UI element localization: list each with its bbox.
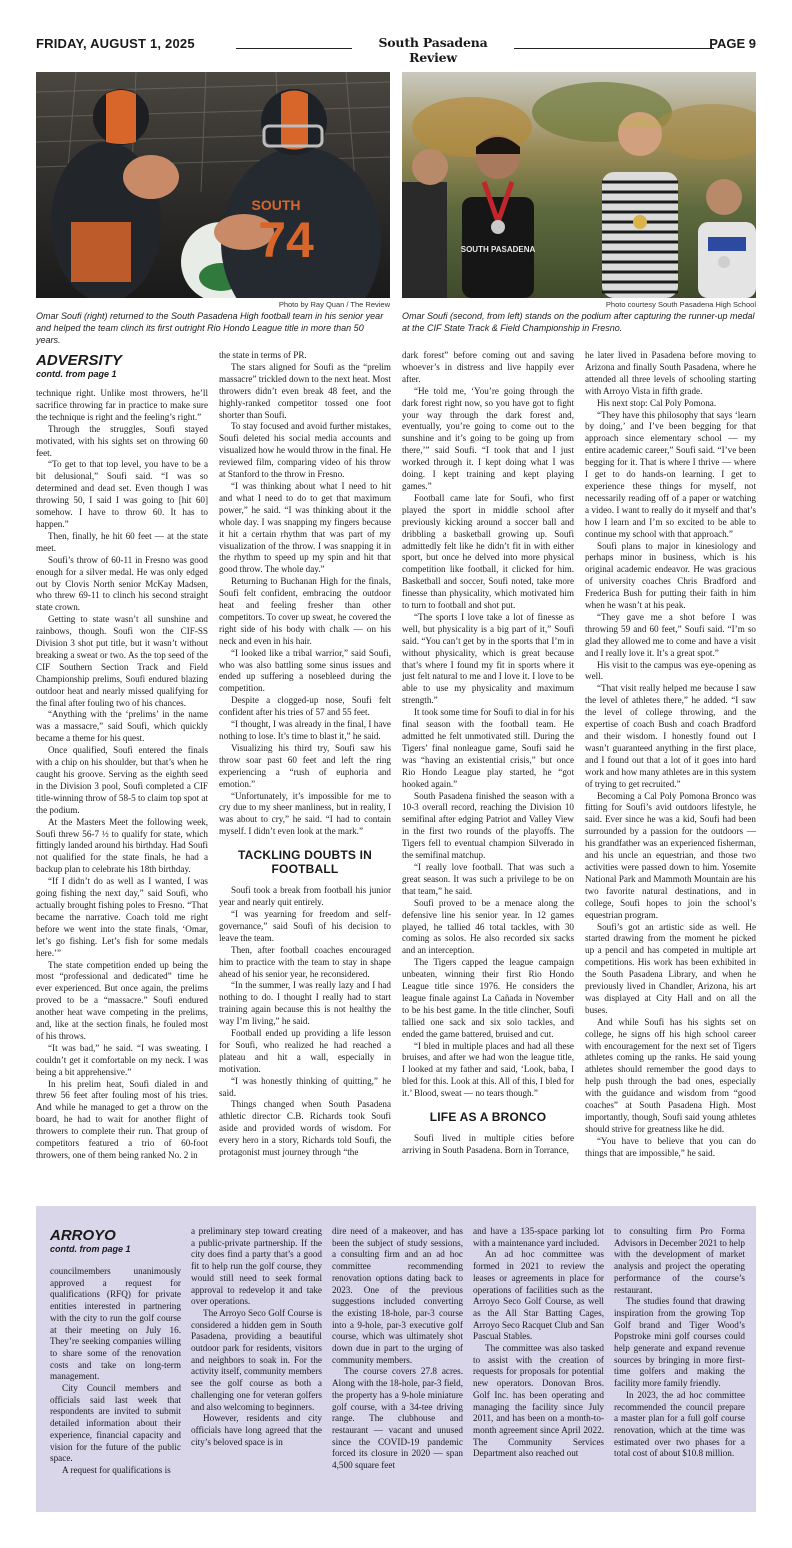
paragraph: “I was yearning for freedom and self-governance,” said Soufi of his decision to leave the team. [219,908,391,943]
arroyo-column-4 [473,1226,604,1506]
paragraph: Becoming a Cal Poly Pomona Bronco was fitting for Soufi’s avid outdoors lifestyle, he said. Ever since he was a kid, Soufi had been surrounded by a passion for the outdoors — his grandfather was an experienced fisherman, and his uncle an equestrian, and those two activities were passed down to him. Yosemite National Park and Mammoth Mountain are his two favorite natural destinations, and in college, Soufi hopes to join the school’s equestrian program. [585,790,756,920]
paragraph: South Pasadena finished the season with a 10-3 overall record, reaching the Division 10 semifinal after edging Patriot and Valley View in the first two rounds of the playoffs. The Tigers fell to eventual champion Silverado in the semifinal matchup. [402,790,574,861]
paragraph: The Tigers capped the league campaign unbeaten, winning their first Rio Hondo League title since 1976. He considers the league finale against La Cañada in November to be his best game. In the title clincher, Soufi tallied one sack and six solo tackles, and ended the game battered, bruised and cut. [402,957,574,1039]
paragraph: and have a 135-space parking lot with a maintenance yard included. [473,1226,604,1248]
paragraph: “That visit really helped me because I saw the level of athletes there,” he added. “I saw the level of college throwing, and the expertise of coach Bush and coach Bradford and their wisdom. I honestly found out I wasn’t guaranteed anything in the first place, and I found out that a lot of it goes into hard work and how many athletes are in this system of trying to get recruited.” [585,683,756,789]
adversity-column-1 [36,388,208,1194]
arroyo-contd: contd. from page 1 [50,1244,131,1254]
paragraph: Football ended up providing a life lesson for Soufi, who realized he had reached a plateau and hit a wall, especially in motivation. [219,1028,391,1074]
subhead-life-as-a-bronco: LIFE AS A BRONCO [429,1110,547,1125]
masthead: South Pasadena Review [378,35,488,65]
paragraph: dire need of a makeover, and has been the subject of study sessions, a consulting firm and an ad hoc committee recommending renovation options dating back to 2023. One of the previous suggestions included converting the existing 18-hole, par-3 course into a 9-hole, par-3 executive golf course, which was ultimately shot down due in part to the urging of community members. [332,1226,463,1365]
paragraph: Soufi’s throw of 60-11 in Fresno was good enough for a silver medal. He was only edged out by Clovis North senior McKay Madsen, who threw 69-11 to clinch his second straight state crown. [36,554,208,613]
paragraph: he later lived in Pasadena before moving to Arizona and finally South Pasadena, where he attended all three levels of schooling starting with Arroyo Vista in fifth grade. [585,350,756,396]
paragraph: The state competition ended up being the most “professional and dedicated” time he ever experienced. But once again, the prelims proved to be a “massacre.” Soufi endured another heat wave competing in the prelims, and, like at the section finals, he fouled most of his throws. [36,959,208,1041]
paragraph: Then, after football coaches encouraged him to practice with the team to stay in shape ahead of his senior year, he reconsidered. [219,944,391,979]
adversity-column-4 [585,350,756,1194]
adversity-column-3 [402,350,574,1194]
right-photo-credit: Photo courtesy South Pasadena High School [605,300,756,309]
paragraph: “I thought, I was already in the final, I have nothing to lose. It’s time to blast it,” he said. [219,719,391,741]
arroyo-column-1 [50,1266,181,1506]
paragraph: In his prelim heat, Soufi dialed in and threw 56 feet after fouling most of his tries. And while he managed to get a throw on the board, he had to wait for another flight of throwers to complete their run. That group of competitors featured a trio of 60-foot throwers, one of them being ranked No. 2 in [36,1078,208,1160]
paragraph: Soufi took a break from football his junior year and nearly quit entirely. [219,885,391,908]
subhead-tackling-doubts: TACKLING DOUBTS IN FOOTBALL [237,848,373,877]
paragraph: Soufi plans to major in kinesiology and perhaps minor in business, which is his original academic endeavor. He was gracious of university coaches Chris Bradford and Frederica Bush for putting their faith in him when he wasn’t at his peak. [585,540,756,611]
shirt-text: SOUTH PASADENA [460,245,536,254]
arroyo-title: ARROYO [50,1227,116,1244]
paragraph: In 2023, the ad hoc committee recommended the council prepare a master plan for a full golf course renovation, which at the time was estimated over two phases for a total cost of about $10.8 million. [614,1389,745,1459]
page-number: PAGE 9 [709,36,756,51]
paragraph: At the Masters Meet the following week, Soufi threw 56-7 ½ to qualify for state, which fittingly landed around his birthday. Had Soufi not qualified for the state finals, he had a backup plan to celebrate his 18th birthday. [36,816,208,875]
paragraph: Then, finally, he hit 60 feet — at the state meet. [36,530,208,553]
paragraph: “It was bad,” he said. “I was sweating. I couldn’t get it comfortable on my neck. I was being a bit apprehensive.” [36,1042,208,1077]
paragraph: technique right. Unlike most throwers, he’ll sacrifice throwing far in practice to make sure the technique is right and the feeling’s right.” [36,388,208,422]
arroyo-kicker [50,1227,131,1255]
paragraph: Soufi lived in multiple cities before arriving in South Pasadena. Born in Torrance, [402,1133,574,1155]
paragraph: The Arroyo Seco Golf Course is considered a hidden gem in South Pasadena, providing a beautiful outdoor park for residents, visitors and neighbors to soak in. For the activity itself, community members see the golf course as both a challenging one for veteran golfers and also welcoming to beginners. [191,1307,322,1412]
jersey-number: 74 [258,212,314,268]
left-photo-caption: Omar Soufi (right) returned to the South Pasadena High football team in his senior year and helped the team clinch its first outright Rio Hondo League title in more than 50 years. [36,311,384,345]
paragraph: the state in terms of PR. [219,350,307,360]
paragraph: A request for qualifications is [62,1464,171,1475]
paragraph: City Council members and officials said last week that respondents are invited to submit detailed information about their experience, financial capacity and vision for the future of the public space. [50,1383,181,1464]
paragraph: “I really love football. That was such a great season. It was such a privilege to be on that team,” he said. [402,861,574,896]
paragraph: The committee was also tasked to assist with the creation of requests for proposals for potential new operators. Donovan Bros. Golf Inc. has been operating and managing the facility since July 2011, and has been on a month-to-month agreement since April 2022. The Community Services Department also reached out [473,1343,604,1459]
paragraph: “I bled in multiple places and had all these bruises, and after we had won the league title, I looked at my father and said, ‘Look, baba, I bled for this. Look at this. All of this, I bled for it.’ Blood, sweat — no tears though.” [402,1040,574,1099]
paragraph: “Anything with the ‘prelims’ in the name was a massacre,” said Soufi, which quickly became a theme for his quest. [36,709,208,744]
adversity-kicker [36,352,122,380]
paragraph: “The sports I love take a lot of finesse as well, but physicality is a big part of it,” Soufi said. “You can’t get by in the sports that I’m in without physicality, which is great because that’s where I found my fit in sports where it just felt natural to me and I love it. I love to be able to use my physicality and maximum strength.” [402,611,574,706]
paragraph: Once qualified, Soufi entered the finals with a chip on his shoulder, but that’s when he caught his groove. Serving as the eighth seed in the Division 3 pool, Soufi completed a CIF title-winning throw of 58-5 to claim top spot at the podium. [36,745,208,815]
paragraph: “He told me, ‘You’re going through the dark forest right now, so you have got to fight your way through the dark forest and, eventually, you’re going to come out to the sunshine and it’s going to be going up from there,’” said Soufi. “I took that and I just worked through it. I kept doing what I was doing. I kept training and kept playing games.” [402,385,574,491]
paragraph: “Unfortunately, it’s impossible for me to cry due to my sheer manliness, but in reality, I was about to cry,” he said. “I had to contain myself. I didn’t even look at the mark.” [219,790,391,837]
paragraph: “You have to believe that you can do things that are impossible,” he said. [585,1135,756,1158]
paragraph: “They have this philosophy that says ‘learn by doing,’ and I’ve been begging for that approach since elementary school — my entire academic career,” Soufi said. “I’ve been begging for it. That is where I thrive — where I get to do hands-on learning. I get to experience these things for myself, not necessarily reading off of a paper or watching a video. I want to really do it myself and that’s how I learn and I’m so excited to be able to continue my school with that approach.” [585,409,756,539]
paragraph: Despite a clogged-up nose, Soufi felt confident after his tries of 57 and 55 feet. [219,695,391,718]
paragraph: His next stop: Cal Poly Pomona. [597,397,717,408]
paragraph: “To get to that top level, you have to be a bit delusional,” Soufi said. “I was so determined and dead set. Even though I was throwing 50, I said I was going to [hit 60] somehow. I have to throw 60. It has to happen.” [36,459,208,529]
paragraph: Soufi proved to be a menace along the defensive line his senior year. In 12 games played, he tallied 46 total tackles, with 30 coming as solos. He also recorded six sacks and an interception. [402,897,574,956]
paragraph: “In the summer, I was really lazy and I had nothing to do. I thought I really had to start training again because this is not healthy the way I’m living,” he said. [219,980,391,1027]
paragraph: “I was thinking about what I need to hit and what I need to do to get that maximum power,” he said. “I was thinking about it the whole day. I was snapping my fingers because it hit a certain rhythm that was part of my visualization of the throw. I was snapping it in the rhythm to speed up my spin and hit that good throw. The whole day.” [219,480,391,575]
arroyo-column-5 [614,1226,745,1506]
paragraph: Things changed when South Pasadena athletic director C.B. Richards took Soufi aside and provided words of wisdom. For every hero in a story, Richards told Soufi, the protagonist must journey through “the [219,1099,391,1158]
paragraph: to consulting firm Pro Forma Advisors in December 2021 to help with the development of market analysis and project the operating performance of the course’s restaurant. [614,1226,745,1295]
paragraph: “I looked like a tribal warrior,” said Soufi, who was also battling some sinus issues and ended up suffering a nosebleed during the competition. [219,647,391,694]
paragraph: Getting to state wasn’t all sunshine and rainbows, though. Soufi won the CIF-SS Division 3 shot put title, but it wasn’t without breaking a sweat or two. As the top seed of the CIF Southern Section Track and Field Championship prelims, Soufi endured blazing outdoor heat and nearly missed qualifying for the final after fouling two of his chances. [36,614,208,708]
paragraph: And while Soufi has his sights set on college, he signs off his high school career with encouragement for the next set of Tigers athletes coming up the ranks. He said young athletes should remember the good days to help push through the bad ones, especially with the guidance and wisdom from “good coaches” at South Pasadena High. Most importantly, though, Soufi said young athletes should strive for greatness like he did. [585,1016,756,1134]
header-rule-left [236,48,352,49]
paragraph: Through the struggles, Soufi stayed motivated, with his sights set on throwing 60 feet. [36,423,208,458]
paragraph: The course covers 27.8 acres. Along with the 18-hole, par-3 field, the property has a 9-hole miniature golf course, with a 34-tee driving range. The clubhouse and restaurant — vacant and unused since the COVID-19 pandemic forced its closure in 2020 — span 4,500 square feet [332,1366,463,1471]
paragraph: councilmembers unanimously approved a request for qualifications (RFQ) for private entities interested in partnering with the city to run the golf course at their meeting on July 16. They’re seeking companies willing to share some of the renovation costs and take on long-term management. [50,1266,181,1382]
paragraph: The studies found that drawing inspiration from the growing Top Golf brand and Tiger Wood’s Popstroke mini golf courses could help generate and expand revenue sources by bringing in more first-time golfers and making the facility more family friendly. [614,1296,745,1389]
paragraph: a preliminary step toward creating a public-private partnership. If the city does find a party that’s a good fit to help run the golf course, they would still need to seek formal approval to redevelop it and take over operations. [191,1226,322,1307]
paragraph: Soufi’s got an artistic side as well. He started drawing from the moment he picked up a pencil and has competed in multiple art competitions. His work has been exhibited in the South Pasadena Library, and when he previously lived in Chandler, Arizona, his art was displayed at City Hall and on all the buses. [585,921,756,1015]
paragraph: To stay focused and avoid further mistakes, Soufi deleted his social media accounts and visualized how he would throw in the final. He reviewed film, comparing video of his throw at Stanford to the throw in Fresno. [219,421,391,480]
paragraph: Returning to Buchanan High for the finals, Soufi felt confident, embracing the outdoor heat and feeling fresher than other competitors. To cover up sweat, he covered the right side of his body with chalk — on his neck and even in his hair. [219,576,391,646]
paragraph: His visit to the campus was eye-opening as well. [585,659,756,682]
arroyo-column-3 [332,1226,463,1506]
arroyo-column-2 [191,1226,322,1506]
podium-photo [402,72,756,298]
paragraph: The stars aligned for Soufi as the “prelim massacre” trickled down to the next heat. Most throwers didn’t even break 48 feet, and the highly-ranked competitor tossed one foot shorter than Soufi. [219,361,391,420]
adversity-column-2 [219,350,391,1194]
adversity-title: ADVERSITY [36,352,122,369]
jersey-text: SOUTH [251,197,301,213]
football-photo [36,72,390,298]
left-photo-credit: Photo by Ray Quan / The Review [278,300,390,309]
paragraph: “If I didn’t do as well as I wanted, I was going fishing the next day,” said Soufi, who actually brought fishing poles to Fresno. “That became the narrative. Coach told me right before we went into the state finals, ‘Omar, let’s go fishing. Let’s fish for some medals here.’” [36,876,208,958]
paragraph: dark forest” before coming out and saving whoever’s in distress and live happily ever after. [402,350,574,384]
right-photo-caption: Omar Soufi (second, from left) stands on the podium after capturing the runner-up medal at the CIF State Track & Field Championship in Fresno. [402,311,755,333]
paragraph: An ad hoc committee was formed in 2021 to review the leases or agreements in place for operations of facilities such as the Arroyo Seco Golf Course, as well as the All Star Batting Cages, Arroyo Seco Racquet Club and San Pascual Stables. [473,1249,604,1342]
paragraph: Football came late for Soufi, who first played the sport in middle school after previously kicking around a soccer ball and dribbling a basketball growing up. Soufi admittedly felt like he didn’t fit in with either sport, but once he delved into more physical competition like football, it clicked for him. Basketball and soccer, Soufi noted, take more finesse than physicality, which motivated him to turn to football and shot put. [402,492,574,611]
paragraph: It took some time for Soufi to dial in for his final season with the football team. He admitted he felt unmotivated still. During the Tigers’ final nonleague game, Soufi said he was “having an existential crisis,” but once Rio Hondo League play started, he “got hooked again.” [402,707,574,789]
header-rule-right [514,48,714,49]
paragraph: “They gave me a shot before I was throwing 59 and 60 feet,” Soufi said. “I’m so glad they allowed me to come and have a visit and I really love it. It’s a great spot.” [585,611,756,658]
paragraph: Visualizing his third try, Soufi saw his throw soar past 60 feet and left the ring experiencing a “rush of euphoria and emotion.” [219,742,391,789]
paragraph: However, residents and city officials have long agreed that the city’s beloved space is in [191,1413,322,1447]
page-header [36,34,756,65]
issue-date: FRIDAY, AUGUST 1, 2025 [36,36,195,51]
adversity-contd: contd. from page 1 [36,369,117,379]
paragraph: “I was honestly thinking of quitting,” he said. [219,1075,391,1098]
